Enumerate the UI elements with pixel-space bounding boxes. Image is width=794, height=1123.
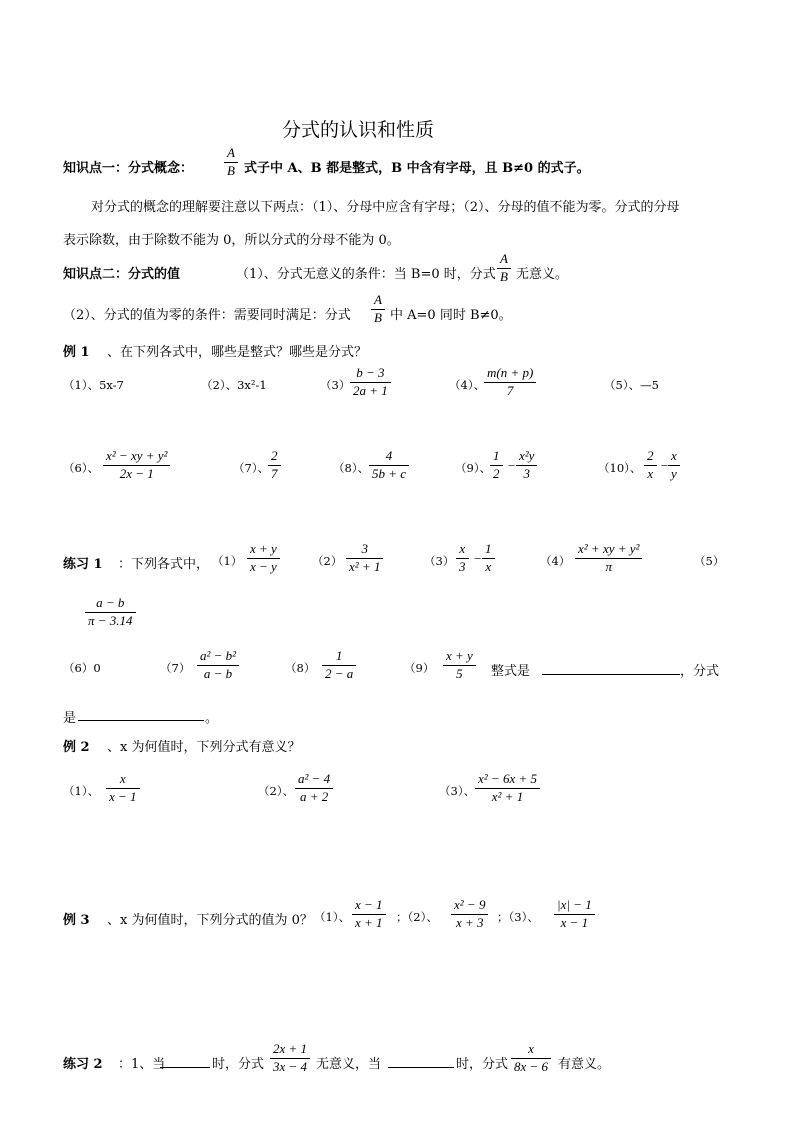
ex2-item-3-label: （3）、 xyxy=(439,784,476,798)
ex1-item-7-label: （7）、 xyxy=(233,461,270,475)
kp2-cond1-den: B xyxy=(500,268,508,284)
ex1-item-6-fraction: x² − xy + y² 2x − 1 xyxy=(103,449,170,482)
ex2-item-1-fraction: x x − 1 xyxy=(106,772,140,805)
ex1-item-10-op: − xyxy=(660,458,669,473)
ex1-item-6-label: （6）、 xyxy=(63,461,100,475)
pr1-item-8-fraction: 1 2 − a xyxy=(322,649,356,682)
ex1-item-9-op: − xyxy=(507,458,516,473)
ex1-item-1: （1）、5x-7 xyxy=(63,378,124,392)
ex2-prompt: 、x 为何值时，下列分式有意义？ xyxy=(107,740,301,755)
ex1-item-9-fraction-b: x²y 3 xyxy=(516,449,537,482)
pr1-shi-label: 是 xyxy=(63,711,77,726)
pr2-blank-2[interactable] xyxy=(388,1053,454,1068)
ex3-prompt: 、x 为何值时，下列分式的值为 0？ xyxy=(107,913,313,928)
pr1-item-3-fraction-b: 1 x xyxy=(482,542,495,575)
kp2-heading: 知识点二：分式的值 xyxy=(63,267,181,282)
pr2-heading: 练习 2 xyxy=(63,1057,103,1072)
ex1-prompt: 、在下列各式中，哪些是整式？哪些是分式？ xyxy=(107,345,368,360)
ex1-item-10-label: （10）、 xyxy=(598,461,642,475)
ex1-item-2: （2）、3x²-1 xyxy=(201,378,267,392)
ex2-heading: 例 2 xyxy=(63,740,90,755)
pr1-item-6: （6）0 xyxy=(63,661,101,675)
kp2-cond2-num: A xyxy=(374,292,382,307)
pr1-item-5-fraction: a − b π − 3.14 xyxy=(85,596,136,629)
pr2-fraction-2: x 8x − 6 xyxy=(511,1042,551,1075)
kp2-cond1-post: 无意义。 xyxy=(516,267,569,282)
ex2-item-1-label: （1）、 xyxy=(63,784,100,798)
kp1-fraction-den: B xyxy=(227,162,235,178)
pr2-text-1: ：1、当 xyxy=(118,1057,166,1072)
pr1-item-9-fraction: x + y 5 xyxy=(443,649,476,682)
ex3-heading: 例 3 xyxy=(63,913,90,928)
ex3-item-2-fraction: x² − 9 x + 3 xyxy=(451,898,488,931)
pr1-zheng-label: 整式是 xyxy=(491,664,531,679)
ex2-item-2-fraction: a² − 4 a + 2 xyxy=(295,772,333,805)
kp2-cond2-den: B xyxy=(374,309,382,325)
kp1-fraction xyxy=(224,146,238,179)
kp1-definition: 式子中 A、B 都是整式，B 中含有字母，且 B≠0 的式子。 xyxy=(244,161,590,176)
pr1-item-9-label: （9） xyxy=(404,661,435,675)
pr1-end: 。 xyxy=(205,711,219,726)
ex1-item-3-label: （3） xyxy=(320,378,351,392)
pr1-heading: 练习 1 xyxy=(63,557,103,572)
kp1-fraction-num: A xyxy=(227,145,235,160)
pr1-item-4-label: （4） xyxy=(540,554,571,568)
ex1-item-8-fraction: 4 5b + c xyxy=(369,449,409,482)
pr1-prompt: ：下列各式中， xyxy=(118,557,210,572)
ex1-item-10-fraction-a: 2 x xyxy=(644,449,657,482)
pr1-item-3-fraction-a: x 3 xyxy=(456,542,469,575)
pr2-text-5: 有意义。 xyxy=(558,1057,611,1072)
kp2-cond2: （2）、分式的值为零的条件：需要同时满足：分式 xyxy=(63,308,351,323)
pr1-item-5-label: （5） xyxy=(694,554,725,568)
page-title: 分式的认识和性质 xyxy=(282,119,435,141)
pr1-item-4-fraction: x² + xy + y² π xyxy=(575,542,642,575)
kp2-cond1-fraction xyxy=(497,252,511,285)
ex3-item-2-label: ；（2）、 xyxy=(396,910,438,924)
kp2-cond1: （1）、分式无意义的条件：当 B=0 时，分式 xyxy=(236,267,496,282)
pr1-fen-label: ，分式 xyxy=(680,664,720,679)
ex2-item-2-label: （2）、 xyxy=(258,784,295,798)
kp2-cond2-fraction xyxy=(371,293,385,326)
pr1-item-1-label: （1） xyxy=(212,554,243,568)
pr1-item-7-fraction: a² − b² a − b xyxy=(197,649,239,682)
pr1-item-3-label: （3） xyxy=(424,554,455,568)
kp1-explain-line1: 对分式的概念的理解要注意以下两点：（1）、分母中应含有字母；（2）、分母的值不能为零。分式的分母 xyxy=(91,200,680,215)
kp1-heading: 知识点一：分式概念： xyxy=(63,161,194,176)
kp2-cond2-post: 中 A=0 同时 B≠0。 xyxy=(390,308,512,323)
ex1-item-9-fraction-a: 1 2 xyxy=(490,449,503,482)
ex1-item-3-fraction: b − 3 2a + 1 xyxy=(350,366,391,399)
pr2-text-2: 时，分式 xyxy=(212,1057,265,1072)
ex3-item-3-label: ；（3）、 xyxy=(497,910,539,924)
ex1-item-8-label: （8）、 xyxy=(333,461,370,475)
kp1-explain-line2: 表示除数，由于除数不能为 0，所以分式的分母不能为 0。 xyxy=(63,233,400,248)
pr1-item-1-fraction: x + y x − y xyxy=(247,542,280,575)
pr1-item-2-label: （2） xyxy=(312,554,343,568)
ex1-item-10-fraction-b: x y xyxy=(668,449,680,482)
pr2-text-3: 无意义，当 xyxy=(316,1057,382,1072)
ex2-item-3-fraction: x² − 6x + 5 x² + 1 xyxy=(475,772,540,805)
pr1-fen-blank[interactable] xyxy=(78,706,204,721)
ex1-item-5: （5）、—5 xyxy=(604,378,659,392)
ex1-item-4-label: （4）、 xyxy=(449,378,486,392)
pr1-item-7-label: （7） xyxy=(160,661,191,675)
pr1-zheng-blank[interactable] xyxy=(542,660,680,675)
pr2-text-4: 时，分式 xyxy=(456,1057,509,1072)
pr1-item-8-label: （8） xyxy=(285,661,316,675)
kp2-cond1-num: A xyxy=(500,251,508,266)
pr1-item-2-fraction: 3 x² + 1 xyxy=(346,542,383,575)
pr2-blank-1[interactable] xyxy=(160,1053,210,1068)
ex1-item-7-fraction: 2 7 xyxy=(268,449,281,482)
pr1-item-3-op: − xyxy=(473,551,482,566)
ex3-item-3-fraction: |x| − 1 x − 1 xyxy=(554,898,595,931)
ex3-item-1-fraction: x − 1 x + 1 xyxy=(352,898,386,931)
ex1-item-9-label: （9）、 xyxy=(455,461,492,475)
ex3-item-1-label: （1）、 xyxy=(314,910,351,924)
ex1-heading: 例 1 xyxy=(63,345,90,360)
ex1-item-4-fraction: m(n + p) 7 xyxy=(484,366,536,399)
pr2-fraction-1: 2x + 1 3x − 4 xyxy=(270,1042,310,1075)
